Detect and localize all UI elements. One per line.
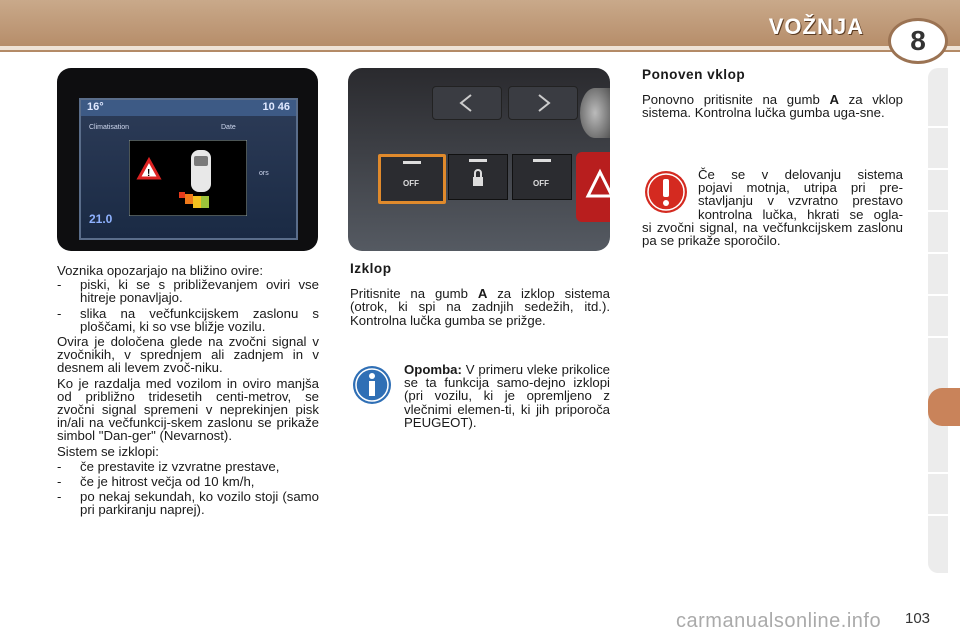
tab-divider — [928, 336, 958, 338]
indicator-light — [403, 161, 421, 164]
tab-divider — [928, 514, 958, 516]
intro-text: Voznika opozarjajo na bližino ovire: — [57, 263, 263, 278]
chapter-number: 8 — [910, 25, 926, 56]
header-rule — [0, 46, 960, 50]
lock-button[interactable] — [448, 154, 508, 200]
tab-divider — [928, 210, 958, 212]
list-item: - slika na večfunkcijskem zaslonu s ploščami, ki so vse bližje vozilu. — [57, 305, 319, 334]
list-item: - če prestavite iz vzvratne prestave, — [57, 458, 280, 474]
info-icon — [352, 365, 392, 405]
body-paragraph: Ovira je določena glede na zvočni signal v zvočnikih, v sprednjem ali zadnjem in v desnem ali levem zvoč-niku. — [57, 334, 319, 376]
list-item: - po nekaj sekundah, ko vozilo stoji (samo pri parkiranju naprej). — [57, 489, 319, 518]
svg-text:!: ! — [147, 168, 151, 179]
warning-icon — [644, 170, 688, 214]
alarm-button[interactable] — [512, 154, 572, 200]
knob[interactable] — [580, 88, 610, 138]
warning-text-bottom: si zvočni signal, na večfunkcijskem zaslonu pa se prikaže sporočilo. — [642, 220, 903, 249]
display-temperature: 16° — [87, 101, 104, 113]
display-value: 21.0 — [89, 212, 113, 226]
column-right — [642, 68, 903, 120]
display-menu-left: Climatisation — [89, 124, 130, 131]
indicator-light — [533, 159, 551, 162]
column-middle — [350, 262, 610, 327]
buttons-photo — [348, 68, 610, 251]
body-paragraph: Pritisnite na gumb A za izklop sistema (otrok, ki spi na zadnjih sedežih, itd.). Kontrolna lučka gumba se prižge. — [350, 286, 611, 328]
display-screen — [79, 98, 298, 240]
page-number: 103 — [905, 610, 931, 627]
park-assist-button[interactable] — [378, 154, 446, 204]
warning-line: stavljanju v vzvratno prestavo — [698, 193, 903, 209]
tab-divider — [928, 252, 958, 254]
chapter-title: VOŽNJA — [768, 14, 864, 39]
body-paragraph: Ponovno pritisnite na gumb A za vklop sistema. Kontrolna lučka gumba uga-sne. — [642, 92, 903, 121]
chapter-tabs — [928, 68, 948, 573]
warning-line: pojavi motnja, utripa pri pre- — [698, 180, 903, 196]
warning-line: Če se v delovanju sistema — [698, 167, 903, 182]
tab-divider — [928, 168, 958, 170]
park-assist-label: OFF — [403, 179, 419, 188]
chapter-badge — [888, 18, 948, 64]
alarm-label: OFF — [533, 179, 549, 188]
note-label: Opomba: — [404, 362, 462, 377]
tab-divider — [928, 126, 958, 128]
column-left — [57, 264, 319, 517]
warning-text-top — [698, 168, 903, 221]
display-time: 10 46 — [262, 101, 290, 113]
nav-right-button[interactable] — [508, 86, 578, 120]
nav-left-button[interactable] — [432, 86, 502, 120]
parking-graphic — [129, 140, 247, 216]
list-item: - piski, ki se s približevanjem oviri vse hitreje ponavljajo. — [57, 277, 319, 306]
system-off-intro: Sistem se izklopi: — [57, 443, 159, 459]
tab-current-chapter[interactable] — [928, 388, 960, 426]
note-text: Opomba: V primeru vleke prikolice se ta funkcija samo-dejno izklopi (pri vozilu, ki je opremljeno z vlečnimi elemen-ti, ki jih priporoča PEUGEOT). — [404, 362, 610, 430]
hazard-icon — [576, 152, 610, 222]
warning-line: kontrolna lučka, hkrati se ogla- — [698, 206, 903, 222]
section-heading: Ponoven vklop — [642, 67, 746, 82]
tab-divider — [928, 472, 958, 474]
display-menu-right: Date — [221, 124, 236, 131]
screen-photo — [57, 68, 318, 251]
section-heading: Izklop — [350, 261, 392, 276]
list-item: - če je hitrost večja od 10 km/h, — [57, 474, 255, 490]
watermark: carmanualsonline.info — [676, 610, 882, 632]
display-side-text: ors — [259, 170, 269, 177]
tab-divider — [928, 294, 958, 296]
lock-icon — [449, 155, 507, 199]
body-paragraph: Ko je razdalja med vozilom in oviro manjša od približno tridesetih centi-metrov, se zvočni signal spremeni v neprekinjen pisk in/ali na večfunkcij-skem zaslonu se prikaže simbol "Dan-ger" (Nevarnost). — [57, 375, 319, 444]
hazard-button[interactable] — [576, 152, 610, 222]
